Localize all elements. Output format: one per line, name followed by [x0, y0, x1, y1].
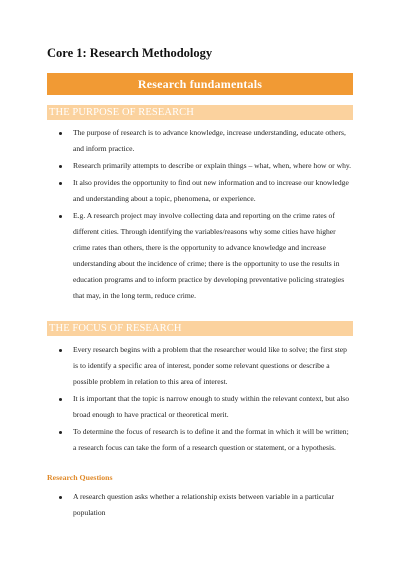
list-item-text: A research question asks whether a relationship exists between variable in a particular population — [73, 492, 335, 517]
list-item — [47, 175, 353, 207]
section-banner: Research fundamentals — [47, 73, 353, 95]
list-item-text: The purpose of research is to advance knowledge, increase understanding, educate others, and inform practice. — [73, 128, 346, 153]
bullet-icon — [59, 215, 62, 218]
bullet-icon — [59, 349, 62, 352]
list-item — [47, 489, 353, 521]
bullet-icon — [59, 182, 62, 185]
bullet-icon — [59, 165, 62, 168]
bullet-icon — [59, 496, 62, 499]
list-item-text: It is important that the topic is narrow enough to study within the relevant context, but also broad enough to have practical or theoretical merit. — [73, 394, 350, 419]
list-item — [47, 391, 353, 423]
list-item-text: Research primarily attempts to describe or explain things – what, when, where how or why. — [73, 161, 352, 170]
section-heading-focus: THE FOCUS OF RESEARCH — [47, 321, 353, 336]
list-item-text: It also provides the opportunity to find out new information and to increase our knowledge and understanding about a topic, phenomena, or experience. — [73, 178, 349, 203]
list-item — [47, 208, 353, 304]
subheading-research-questions: Research Questions — [47, 473, 113, 482]
list-item — [47, 158, 353, 174]
list-item-text: To determine the focus of research is to define it and the format in which it will be written; a research focus can take the form of a research question or statement, or a hypothesis. — [73, 427, 349, 452]
focus-bullet-list — [47, 342, 353, 457]
bullet-icon — [59, 431, 62, 434]
list-item — [47, 424, 353, 456]
list-item-text: E.g. A research project may involve collecting data and reporting on the crime rates of different cities. Through identifying the variables/reasons why some cities have higher crime rates than others, there is the opportunity to advance knowledge and increase understanding about the incidence of crime; there is the opportunity to use the results in education programs and to inform practice by developing preventative policing strategies that may, in the long term, reduce crime. — [73, 211, 345, 300]
bullet-icon — [59, 132, 62, 135]
list-item — [47, 342, 353, 390]
page-title: Core 1: Research Methodology — [47, 46, 213, 60]
section-heading-purpose: THE PURPOSE OF RESEARCH — [47, 105, 353, 120]
purpose-bullet-list — [47, 125, 353, 305]
list-item — [47, 125, 353, 157]
list-item-text: Every research begins with a problem that the researcher would like to solve; the first step is to identify a specific area of interest, ponder some relevant questions or describe a possible problem in relation to this area of interest. — [73, 345, 347, 386]
bullet-icon — [59, 398, 62, 401]
research-questions-bullet-list — [47, 489, 353, 522]
